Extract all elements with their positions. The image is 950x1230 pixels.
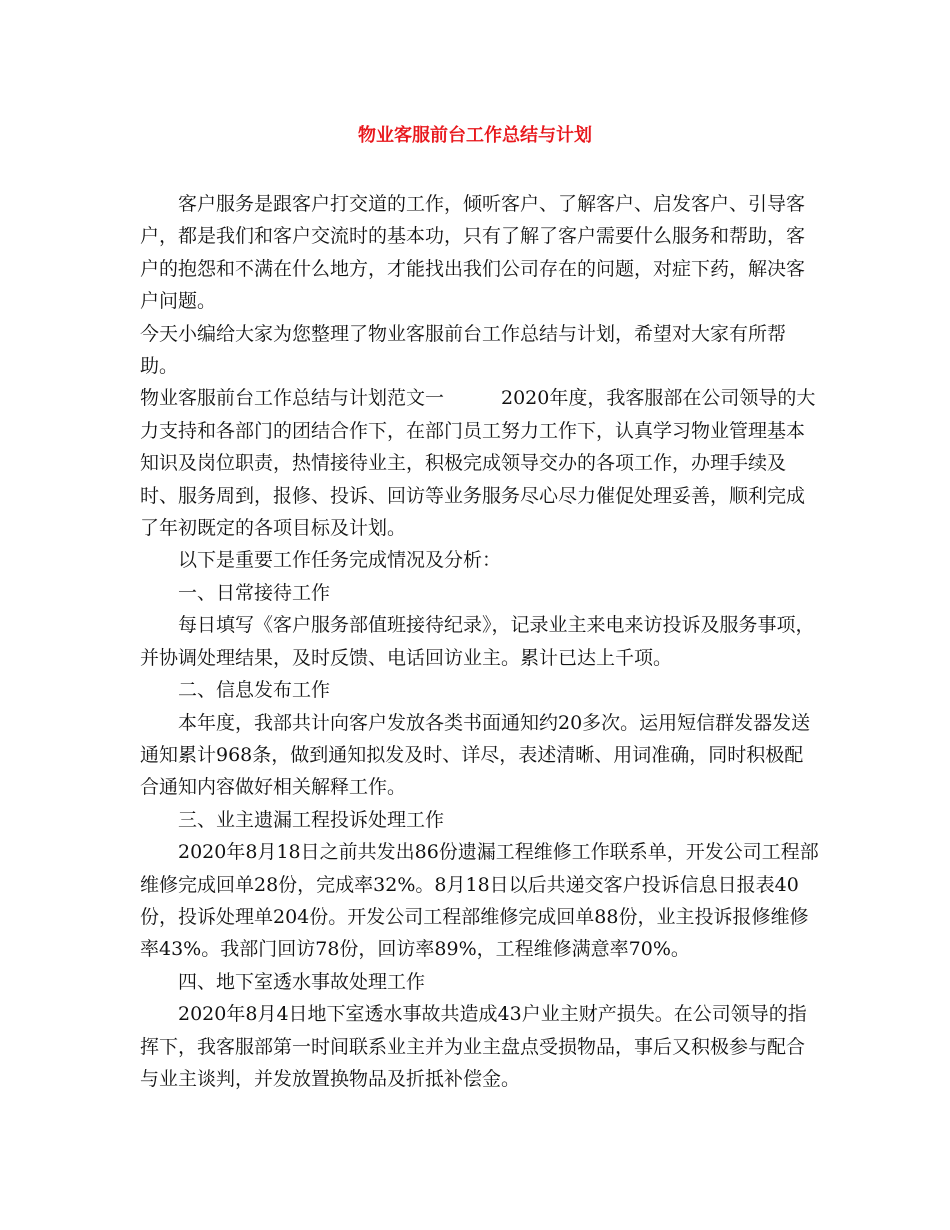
reception-paragraph: 每日填写《客户服务部值班接待纪录》，记录业主来电来访投诉及服务事项，并协调处理结果，及时反馈、电话回访业主。累计已达上千项。	[140, 614, 815, 669]
document-body	[140, 188, 820, 1095]
notices-paragraph: 本年度，我部共计向客户发放各类书面通知约20多次。运用短信群发器发送通知累计968条，做到通知拟发及时、详尽，表述清晰、用词准确，同时积极配合通知内容做好相关解释工作。	[140, 711, 811, 799]
basement-paragraph: 2020年8月4日地下室透水事故共造成43户业主财产损失。在公司领导的指挥下，我客服部第一时间联系业主并为业主盘点受损物品，事后又积极参与配合与业主谈判，并发放置换物品及折抵补偿金。	[140, 1003, 807, 1090]
section-heading-notices: 二、信息发布工作	[178, 679, 331, 702]
complaints-paragraph: 2020年8月18日之前共发出86份遗漏工程维修工作联系单，开发公司工程部维修完成回单28份，完成率32%。8月18日以后共递交客户投诉信息日报表40份，投诉处理单204份。开发公司工程部维修完成回单88份，业主投诉报修维修率43%。我部门回访78份，回访率89%，工程维修满意率70%。	[140, 841, 819, 961]
tasks-intro-paragraph: 以下是重要工作任务完成情况及分析：	[178, 549, 502, 572]
section-heading-complaints: 三、业主遗漏工程投诉处理工作	[178, 808, 445, 831]
document-title: 物业客服前台工作总结与计划	[358, 125, 592, 146]
summary-paragraph: 物业客服前台工作总结与计划范文一 2020年度，我客服部在公司领导的大力支持和各部门的团结合作下，在部门员工努力工作下，认真学习物业管理基本知识及岗位职责，热情接待业主，积极完成领导交办的各项工作，办理手续及时、服务周到，报修、投诉、回访等业务服务尽心尽力催促处理妥善，顺利完成了年初既定的各项目标及计划。	[140, 387, 816, 540]
intro-paragraph: 客户服务是跟客户打交道的工作，倾听客户、了解客户、启发客户、引导客户，都是我们和客户交流时的基本功，只有了解了客户需要什么服务和帮助，客户的抱怨和不满在什么地方，才能找出我们公司存在的问题，对症下药，解决客户问题。	[140, 193, 806, 313]
editor-note-paragraph: 今天小编给大家为您整理了物业客服前台工作总结与计划，希望对大家有所帮助。	[140, 322, 787, 378]
section-heading-basement: 四、地下室透水事故处理工作	[178, 970, 426, 993]
section-heading-reception: 一、日常接待工作	[178, 581, 331, 604]
